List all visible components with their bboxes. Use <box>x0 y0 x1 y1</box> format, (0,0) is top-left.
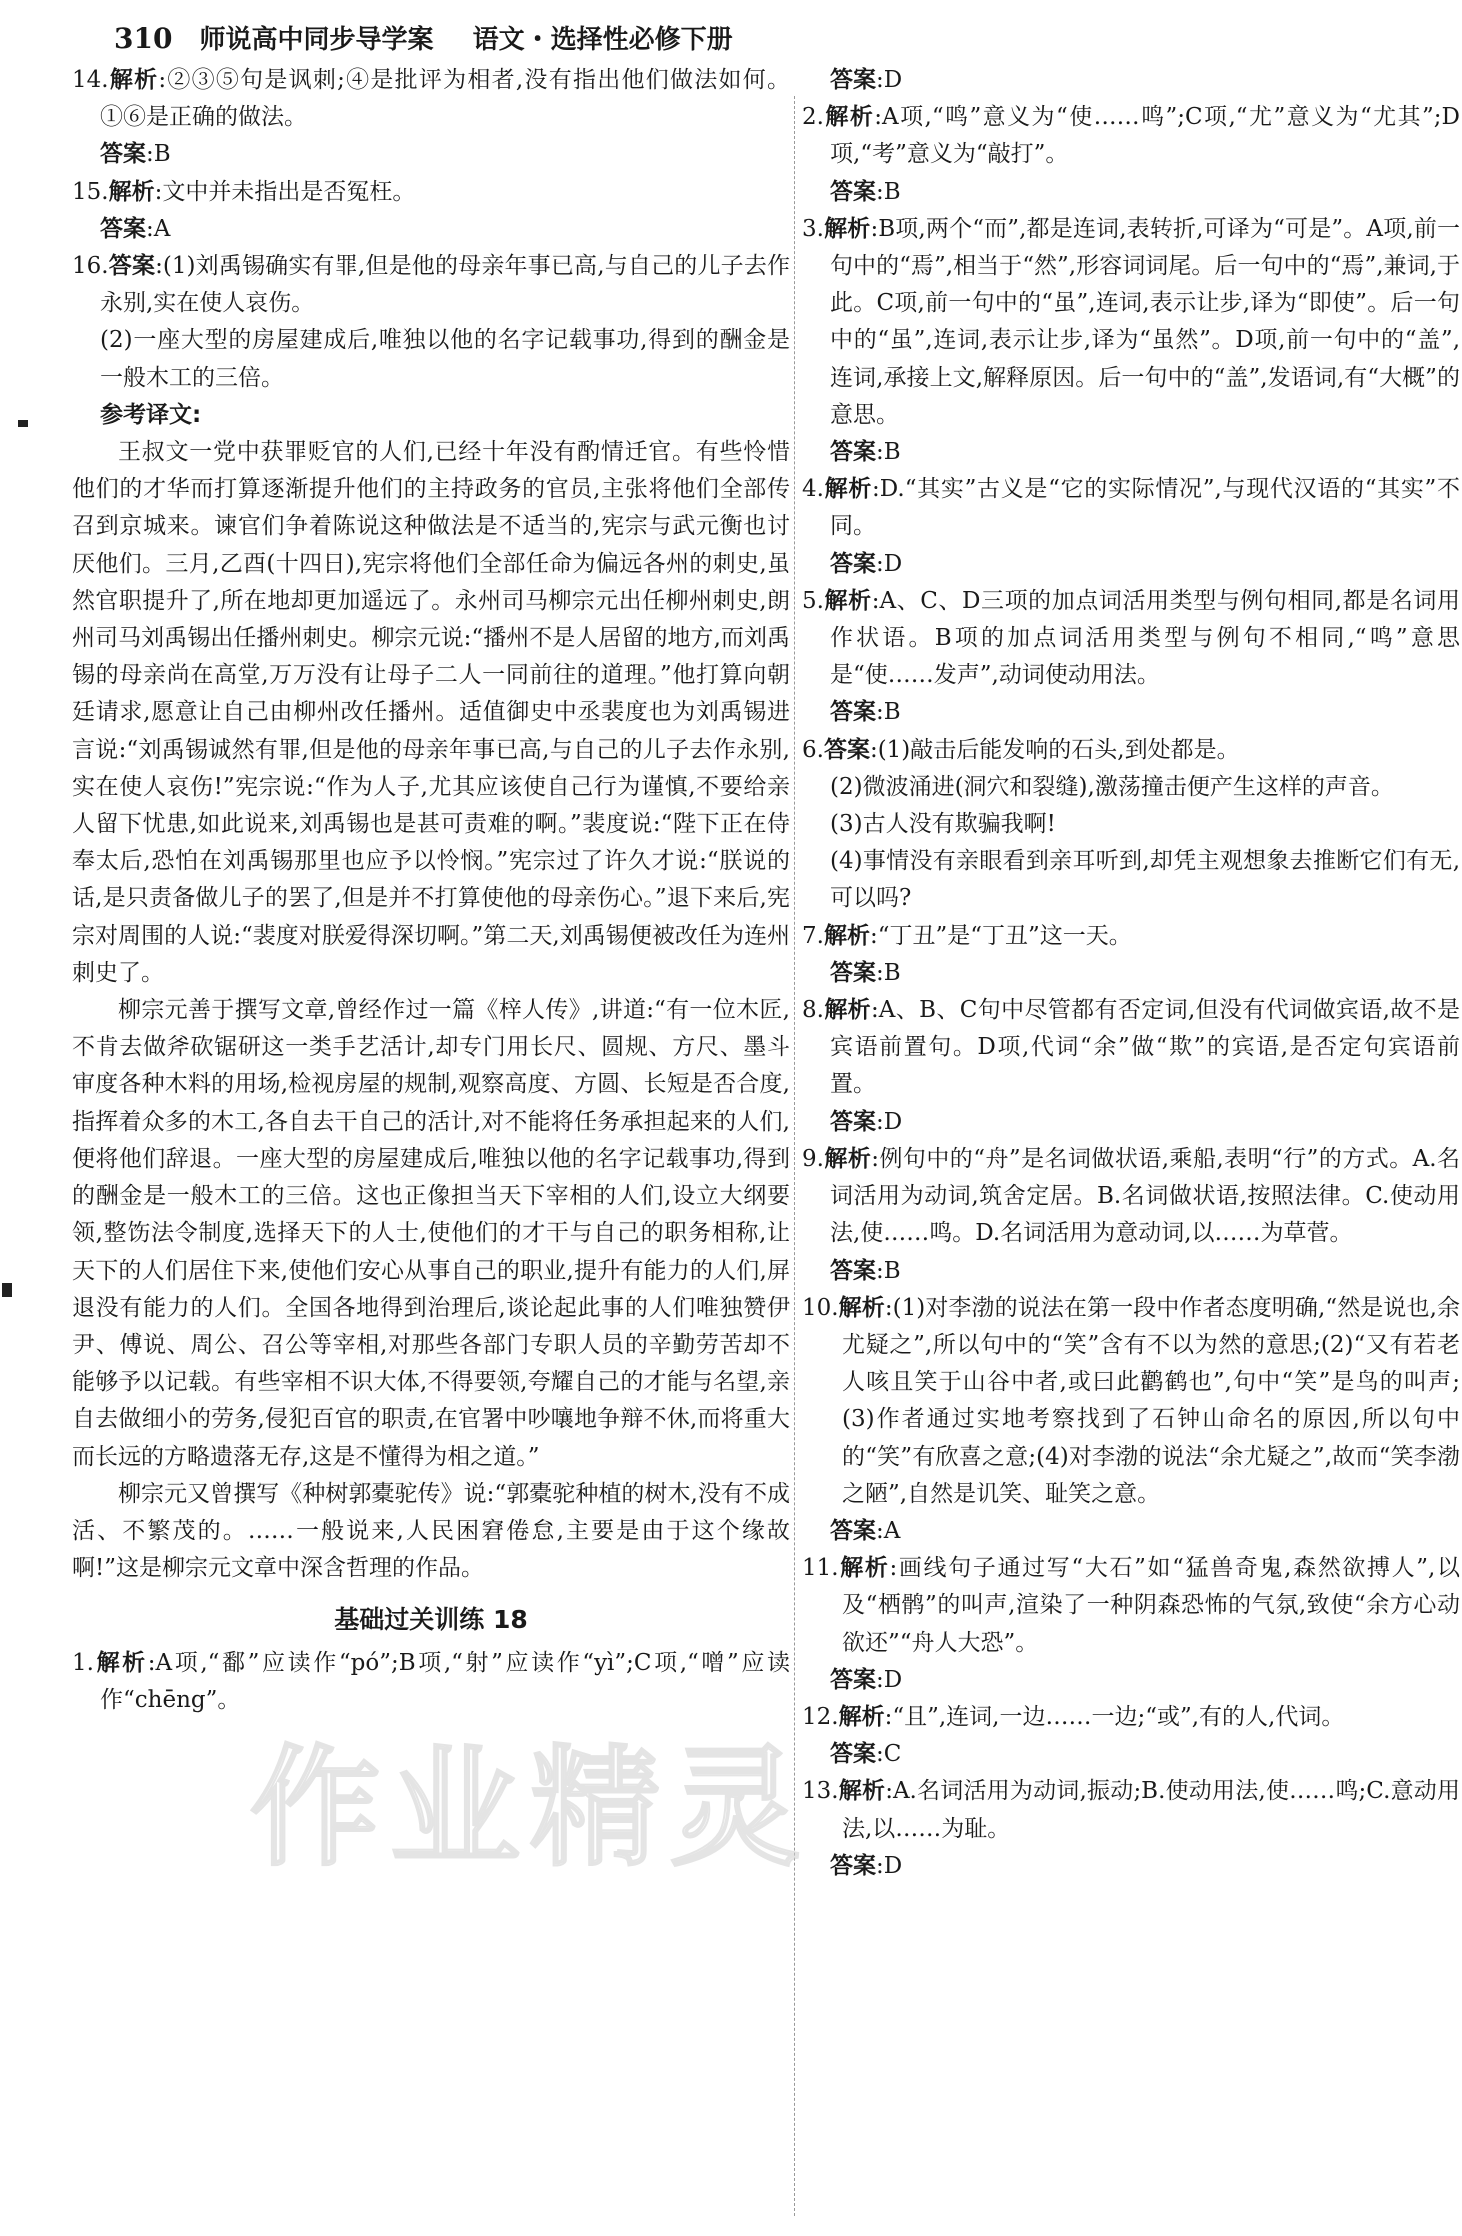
s1-explanation: 1.解析:A项,“鄱”应读作“pó”;B项,“射”应读作“yì”;C项,“噌”应读作“chēng”。 <box>72 1649 791 1713</box>
s2-answer: 答案:B <box>830 178 901 205</box>
s6-answer-part3: (3)古人没有欺骗我啊! <box>830 811 1056 838</box>
translation-paragraph-1: 王叔文一党中获罪贬官的人们,已经十年没有酌情迁官。有些怜惜他们的才华而打算逐渐提升他们的主持政务的官员,主张将他们全部传召到京城来。谏官们争着陈说这种做法是不适当的,宪宗与武元衡也讨厌他们。三月,乙酉(十四日),宪宗将他们全部任命为偏远各州的刺史,虽然官职提升了,所在地却更加遥远了。永州司马柳宗元出任柳州刺史,朗州司马刘禹锡出任播州刺史。柳宗元说:“播州不是人居留的地方,而刘禹锡的母亲尚在高堂,万万没有让母子二人一同前往的道理。”他打算向朝廷请求,愿意让自己由柳州改任播州。适值御史中丞裴度也为刘禹锡进言说:“刘禹锡诚然有罪,但是他的母亲年事已高,与自己的儿子去作永别,实在使人哀伤!”宪宗说:“作为人子,尤其应该使自己行为谨慎,不要给亲人留下忧患,如此说来,刘禹锡也是甚可责难的啊。”裴度说:“陛下正在侍奉太后,恐怕在刘禹锡那里也应予以怜悯。”宪宗过了许久才说:“朕说的话,是只责备做儿子的罢了,但是并不打算使他的母亲伤心。”退下来后,宪宗对周围的人说:“裴度对朕爱得深切啊。”第二天,刘禹锡便被改任为连州刺史了。 <box>72 439 790 986</box>
translation-paragraph-2: 柳宗元善于撰写文章,曾经作过一篇《梓人传》,讲道:“有一位木匠,不肯去做斧砍锯研这一类手艺活计,却专门用长尺、圆规、方尺、墨斗审度各种木料的用场,检视房屋的规制,观察高度、方圆、长短是否合度,指挥着众多的木工,各自去干自己的活计,对不能将任务承担起来的人们,便将他们辞退。一座大型的房屋建成后,唯独以他的名字记载事功,得到的酬金是一般木工的三倍。这也正像担当天下宰相的人们,设立大纲要领,整饬法令制度,选择天下的人士,使他们的才干与自己的职务相称,让天下的人们居住下来,使他们安心从事自己的职业,提升有能力的人们,屏退没有能力的人们。全国各地得到治理后,谈论起此事的人们唯独赞伊尹、傅说、周公、召公等宰相,对那些各部门专职人员的辛勤劳苦却不能够予以记载。有些宰相不识大体,不得要领,夸耀自己的才能与名望,亲自去做细小的劳务,侵犯百官的职责,在官署中吵嚷地争辩不休,而将重大而长远的方略遗落无存,这是不懂得为相之道。” <box>72 997 790 1470</box>
s8-answer: 答案:D <box>830 1108 903 1135</box>
right-column <box>802 62 1460 1885</box>
page-header <box>114 20 733 59</box>
s6-answer-part2: (2)微波涌进(洞穴和裂缝),激荡撞击便产生这样的声音。 <box>830 773 1394 800</box>
s7-answer: 答案:B <box>830 959 901 986</box>
s3-answer: 答案:B <box>830 439 901 466</box>
s5-explanation: 5.解析:A、C、D三项的加点词活用类型与例句相同,都是名词用作状语。B项的加点词活用类型与例句不相同,“鸣”意思是“使……发声”,动词使动用法。 <box>802 587 1460 689</box>
s2-explanation: 2.解析:A项,“鸣”意义为“使……鸣”;C项,“尤”意义为“尤其”;D项,“考”意义为“敲打”。 <box>802 104 1460 168</box>
left-column <box>72 62 790 1719</box>
page-number: 310 <box>114 22 173 55</box>
s13-answer: 答案:D <box>830 1852 903 1879</box>
q15-explanation: 15.解析:文中并未指出是否冤枉。 <box>72 178 416 205</box>
s4-answer: 答案:D <box>830 550 903 577</box>
q15-answer: 答案:A <box>100 215 171 242</box>
s6-answer: 6.答案:(1)敲击后能发响的石头,到处都是。 <box>802 736 1240 763</box>
s4-explanation: 4.解析:D.“其实”古义是“它的实际情况”,与现代汉语的“其实”不同。 <box>802 476 1460 540</box>
s3-explanation: 3.解析:B项,两个“而”,都是连词,表转折,可译为“可是”。A项,前一句中的“焉”,相当于“然”,形容词词尾。后一句中的“焉”,兼词,于此。C项,前一句中的“虽”,连词,表示让步,译为“即使”。后一句中的“虽”,连词,表示让步,译为“虽然”。D项,前一句中的“盖”,连词,承接上文,解释原因。后一句中的“盖”,发语词,有“大概”的意思。 <box>802 215 1461 428</box>
s11-explanation: 11.解析:画线句子通过写“大石”如“猛兽奇鬼,森然欲搏人”,以及“栖鹘”的叫声,渲染了一种阴森恐怖的气氛,致使“余方心动欲还”“舟人大恐”。 <box>802 1555 1461 1656</box>
section-title: 基础过关训练 18 <box>334 1605 528 1635</box>
reference-translation-label: 参考译文: <box>100 401 202 428</box>
q16-answer: 16.答案:(1)刘禹锡确实有罪,但是他的母亲年事已高,与自己的儿子去作永别,实在使人哀伤。 <box>72 253 790 317</box>
s10-explanation: 10.解析:(1)对李渤的说法在第一段中作者态度明确,“然是说也,余尤疑之”,所以句中的“笑”含有不以为然的意思;(2)“又有若老人咳且笑于山谷中者,或曰此鹳鹤也”,句中“笑”是鸟的叫声;(3)作者通过实地考察找到了石钟山命名的原因,所以句中的“笑”有欣喜之意;(4)对李渤的说法“余尤疑之”,故而“笑李渤之陋”,自然是讥笑、耻笑之意。 <box>802 1294 1461 1507</box>
q14-explanation: 14.解析:②③⑤句是讽刺;④是批评为相者,没有指出他们做法如何。①⑥是正确的做法。 <box>72 67 791 131</box>
translation-paragraph-3: 柳宗元又曾撰写《种树郭橐驼传》说:“郭橐驼种植的树木,没有不成活、不繁茂的。……一般说来,人民困窘倦怠,主要是由于这个缘故啊!”这是柳宗元文章中深含哲理的作品。 <box>72 1480 790 1582</box>
book-title: 师说高中同步导学案 <box>199 25 434 55</box>
s11-answer: 答案:D <box>830 1666 903 1693</box>
s1-answer: 答案:D <box>830 67 903 93</box>
q14-answer: 答案:B <box>100 141 171 168</box>
s5-answer: 答案:B <box>830 699 901 726</box>
watermark: 作业精灵 <box>250 1732 811 1884</box>
s7-explanation: 7.解析:“丁丑”是“丁丑”这一天。 <box>802 922 1132 949</box>
margin-mark <box>2 1283 12 1297</box>
s10-answer: 答案:A <box>830 1517 901 1544</box>
column-divider <box>794 96 795 2216</box>
s6-answer-part4: (4)事情没有亲眼看到亲耳听到,却凭主观想象去推断它们有无,可以吗? <box>830 848 1460 912</box>
s12-explanation: 12.解析:“且”,连词,一边……一边;“或”,有的人,代词。 <box>802 1703 1345 1730</box>
s8-explanation: 8.解析:A、B、C句中尽管都有否定词,但没有代词做宾语,故不是宾语前置句。D项,代词“余”做“欺”的宾语,是否定句宾语前置。 <box>802 997 1460 1098</box>
s12-answer: 答案:C <box>830 1741 902 1768</box>
s9-explanation: 9.解析:例句中的“舟”是名词做状语,乘船,表明“行”的方式。A.名词活用为动词,筑舍定居。B.名词做状语,按照法律。C.使动用法,使……鸣。D.名词活用为意动词,以……为草菅。 <box>802 1145 1460 1247</box>
margin-mark <box>18 420 28 427</box>
s9-answer: 答案:B <box>830 1257 901 1284</box>
s13-explanation: 13.解析:A.名词活用为动词,振动;B.使动用法,使……鸣;C.意动用法,以……为耻。 <box>802 1778 1461 1842</box>
subject-title: 语文・选择性必修下册 <box>472 25 733 55</box>
q16-answer-part2: (2)一座大型的房屋建成后,唯独以他的名字记载事功,得到的酬金是一般木工的三倍。 <box>100 327 790 391</box>
